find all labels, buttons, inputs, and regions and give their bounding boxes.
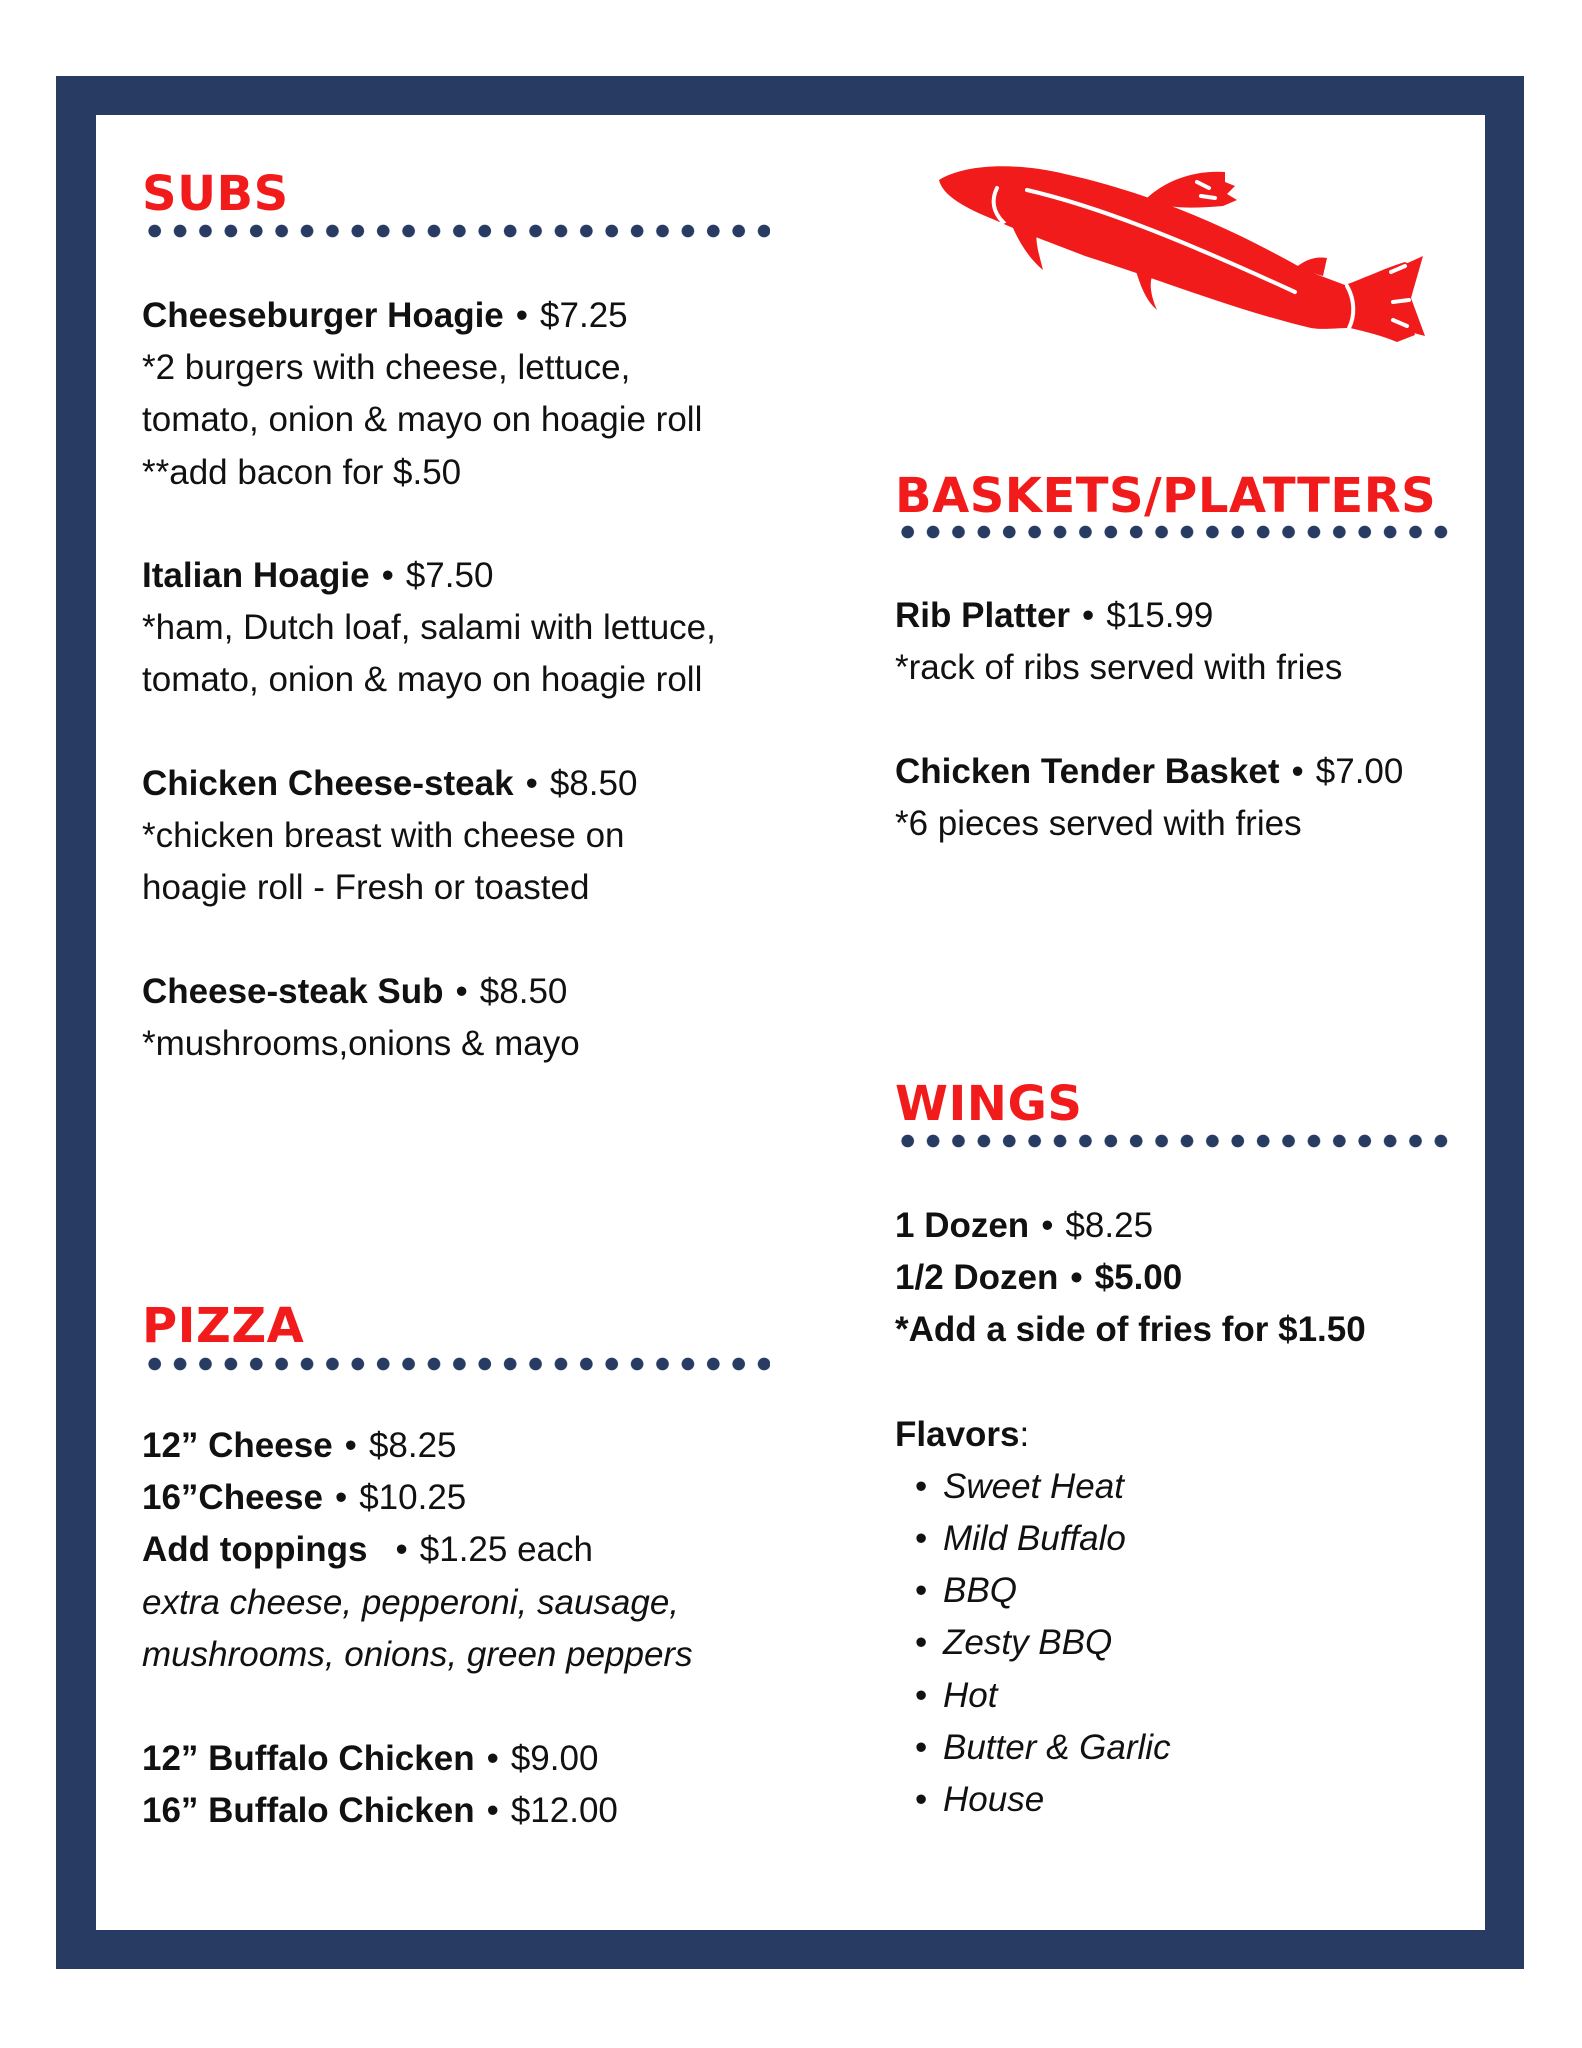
item-name: Add toppings — [142, 1530, 368, 1570]
bullet-separator: • — [1291, 752, 1304, 791]
fries-note: *Add a side of fries for $1.50 — [895, 1310, 1366, 1350]
pizza-dots-divider — [142, 1357, 770, 1371]
item-name: Cheese-steak Sub — [142, 972, 444, 1011]
bullet-separator: • — [395, 1530, 408, 1570]
item-name: 16”Cheese — [142, 1478, 323, 1518]
item-description: tomato, onion & mayo on hoagie roll — [142, 400, 703, 440]
pizza-item-add-toppings — [142, 1524, 693, 1576]
flavor-item: • Sweet Heat — [895, 1461, 1366, 1513]
bullet-separator: • — [525, 764, 538, 803]
item-price: $9.00 — [510, 1739, 599, 1778]
bullet-separator: • — [1070, 1258, 1083, 1298]
flavors-label: Flavors — [895, 1414, 1020, 1454]
flavor-item: • Hot — [895, 1670, 1366, 1722]
baskets-item-chicken-tender-basket — [895, 746, 1403, 850]
item-description: tomato, onion & mayo on hoagie roll — [142, 660, 703, 700]
wings-item-half-dozen — [895, 1252, 1366, 1304]
item-name: 1 Dozen — [895, 1206, 1030, 1245]
item-name: Cheeseburger Hoagie — [142, 296, 504, 335]
item-description: *rack of ribs served with fries — [895, 648, 1343, 688]
item-name: 16” Buffalo Chicken — [142, 1791, 475, 1831]
pizza-item-12-cheese — [142, 1420, 693, 1472]
flavors-list — [895, 1461, 1366, 1826]
item-name: 1/2 Dozen — [895, 1258, 1059, 1298]
item-price: $7.00 — [1315, 752, 1404, 791]
flavor-item: • BBQ — [895, 1565, 1366, 1617]
bullet-separator: • — [1082, 596, 1095, 635]
subs-dots-divider — [142, 224, 770, 238]
spacer — [895, 1357, 1366, 1409]
item-price: $8.50 — [479, 972, 568, 1011]
item-description: **add bacon for $.50 — [142, 452, 462, 492]
bullet-separator: • — [486, 1791, 499, 1831]
pizza-items — [142, 1420, 693, 1681]
bullet-separator: • — [1041, 1206, 1054, 1245]
item-description: *6 pieces served with fries — [895, 804, 1302, 844]
subs-item-italian-hoagie — [142, 550, 716, 707]
flavor-item: • Mild Buffalo — [895, 1513, 1366, 1565]
item-name: 12” Buffalo Chicken — [142, 1739, 475, 1778]
baskets-heading: BASKETS/PLATTERS — [895, 468, 1437, 524]
fish-icon — [935, 160, 1425, 400]
baskets-item-rib-platter — [895, 590, 1342, 694]
item-price: $1.25 each — [419, 1530, 593, 1570]
wings-items — [895, 1200, 1366, 1826]
flavor-item: • Butter & Garlic — [895, 1722, 1366, 1774]
toppings-list: extra cheese, pepperoni, sausage, — [142, 1582, 680, 1622]
item-name: Chicken Cheese-steak — [142, 764, 514, 803]
pizza-heading: PIZZA — [142, 1298, 305, 1354]
bullet-separator: • — [455, 972, 468, 1011]
pizza-item-16-cheese — [142, 1472, 693, 1524]
item-description: *mushrooms,onions & mayo — [142, 1024, 580, 1064]
subs-heading: SUBS — [142, 166, 289, 222]
item-price: $7.50 — [405, 556, 494, 595]
item-price: $7.25 — [540, 296, 628, 335]
item-price: $8.25 — [368, 1426, 457, 1465]
bullet-separator: • — [334, 1478, 348, 1518]
pizza-buffalo-items — [142, 1733, 618, 1837]
item-description: *2 burgers with cheese, lettuce, — [142, 348, 631, 388]
item-name: Italian Hoagie — [142, 556, 370, 595]
wings-heading: WINGS — [895, 1076, 1083, 1132]
subs-item-chicken-cheese-steak — [142, 758, 637, 915]
item-price: $12.00 — [510, 1791, 618, 1831]
item-price: $5.00 — [1094, 1258, 1183, 1298]
item-description: *chicken breast with cheese on — [142, 816, 625, 856]
flavor-item: • Zesty BBQ — [895, 1617, 1366, 1669]
flavor-item: • House — [895, 1774, 1366, 1826]
item-description: *ham, Dutch loaf, salami with lettuce, — [142, 608, 716, 648]
toppings-list: mushrooms, onions, green peppers — [142, 1634, 693, 1674]
item-name: Rib Platter — [895, 596, 1071, 635]
pizza-item-12-buffalo — [142, 1733, 618, 1785]
wings-item-dozen — [895, 1200, 1366, 1252]
item-price: $8.25 — [1065, 1206, 1154, 1245]
subs-item-cheeseburger-hoagie — [142, 290, 702, 499]
bullet-separator: • — [381, 556, 394, 595]
item-name: Chicken Tender Basket — [895, 752, 1280, 791]
item-name: 12” Cheese — [142, 1426, 333, 1465]
bullet-separator: • — [344, 1426, 357, 1465]
flavors-label-line — [895, 1409, 1366, 1461]
bullet-separator: • — [515, 296, 529, 335]
baskets-dots-divider — [895, 525, 1455, 539]
wings-dots-divider — [895, 1134, 1455, 1148]
item-price: $15.99 — [1106, 596, 1214, 635]
subs-item-cheese-steak-sub — [142, 966, 580, 1070]
item-description: hoagie roll - Fresh or toasted — [142, 868, 590, 908]
bullet-separator: • — [486, 1739, 499, 1778]
flavors-colon: : — [1019, 1414, 1030, 1454]
item-price: $10.25 — [359, 1478, 467, 1518]
pizza-item-16-buffalo — [142, 1785, 618, 1837]
item-price: $8.50 — [549, 764, 638, 803]
